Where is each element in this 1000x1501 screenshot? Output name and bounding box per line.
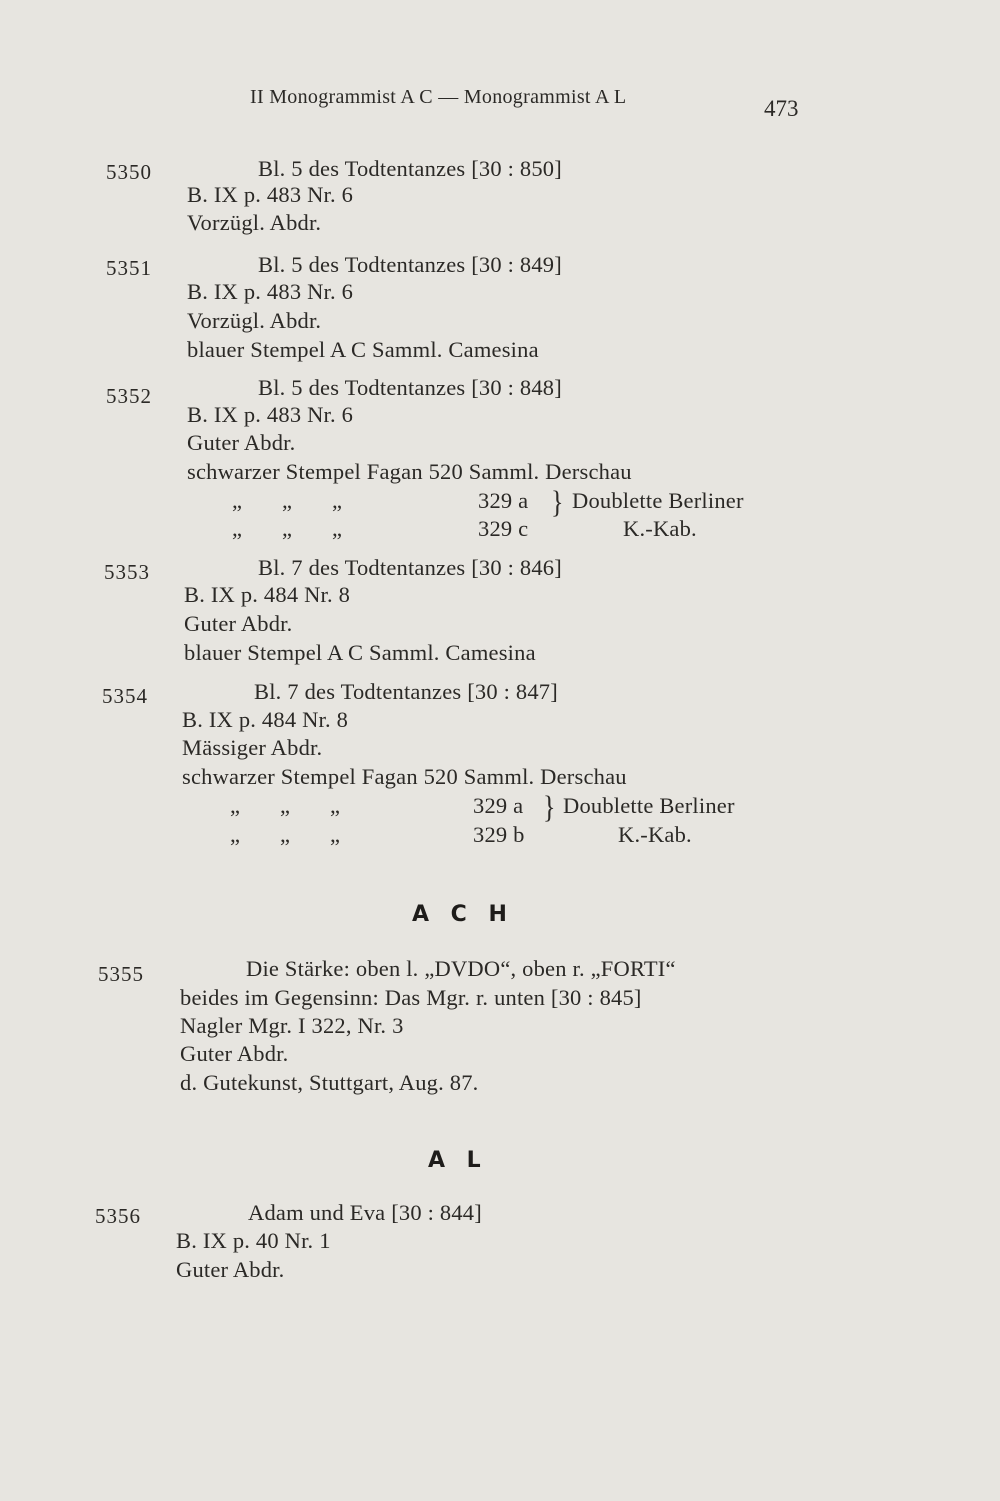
entry-line: B. IX p. 483 Nr. 6	[187, 279, 354, 304]
brace-icon: }	[551, 485, 564, 520]
entry-line: blauer Stempel A C Samml. Camesina	[184, 640, 536, 665]
entry-title: Adam und Eva [30 : 844]	[248, 1200, 482, 1225]
stamp-note: Doublette Berliner	[572, 488, 744, 513]
stamp-code: 329 c	[478, 516, 529, 541]
entry-line: B. IX p. 483 Nr. 6	[187, 402, 354, 427]
ditto-marks: „ „ „	[230, 822, 341, 847]
page-number: 473	[764, 96, 799, 121]
entry-number: 5352	[106, 384, 152, 408]
entry-number: 5354	[102, 684, 148, 708]
entry-line: d. Gutekunst, Stuttgart, Aug. 87.	[180, 1070, 479, 1095]
entry-line: Guter Abdr.	[180, 1041, 289, 1066]
entry-line: Mässiger Abdr.	[182, 735, 323, 760]
stamp-note: K.-Kab.	[618, 822, 692, 847]
entry-title: Bl. 7 des Todtentanzes [30 : 846]	[258, 555, 562, 580]
stamp-note: Doublette Berliner	[563, 793, 735, 818]
stamp-code: 329 a	[473, 793, 524, 818]
entry-title: Die Stärke: oben l. „DVDO“, oben r. „FORTI“	[246, 956, 676, 981]
entry-line: Nagler Mgr. I 322, Nr. 3	[180, 1013, 404, 1038]
brace-icon: }	[543, 790, 556, 825]
entry-line: B. IX p. 483 Nr. 6	[187, 182, 354, 207]
section-heading: A C H	[412, 902, 514, 927]
entry-number: 5355	[98, 962, 144, 986]
stamp-note: K.-Kab.	[623, 516, 697, 541]
stamp-code: 329 a	[478, 488, 529, 513]
entry-title: Bl. 7 des Todtentanzes [30 : 847]	[254, 679, 558, 704]
entry-line: Vorzügl. Abdr.	[187, 210, 322, 235]
ditto-marks: „ „ „	[232, 488, 343, 513]
entry-line: B. IX p. 484 Nr. 8	[182, 707, 349, 732]
entry-number: 5350	[106, 160, 152, 184]
entry-line: Guter Abdr.	[184, 611, 293, 636]
entry-line: B. IX p. 40 Nr. 1	[176, 1228, 331, 1253]
entry-title: Bl. 5 des Todtentanzes [30 : 849]	[258, 252, 562, 277]
entry-line: Vorzügl. Abdr.	[187, 308, 322, 333]
ditto-marks: „ „ „	[232, 516, 343, 541]
entry-line: Guter Abdr.	[187, 430, 296, 455]
running-title: II Monogrammist A C — Monogrammist A L	[250, 86, 627, 108]
entry-title: Bl. 5 des Todtentanzes [30 : 848]	[258, 375, 562, 400]
entry-line: B. IX p. 484 Nr. 8	[184, 582, 351, 607]
entry-line: blauer Stempel A C Samml. Camesina	[187, 337, 539, 362]
entry-title: Bl. 5 des Todtentanzes [30 : 850]	[258, 156, 562, 181]
entry-line: schwarzer Stempel Fagan 520 Samml. Derschau	[182, 764, 627, 789]
ditto-marks: „ „ „	[230, 793, 341, 818]
entry-number: 5351	[106, 256, 152, 280]
entry-number: 5353	[104, 560, 150, 584]
entry-line: schwarzer Stempel Fagan 520 Samml. Derschau	[187, 459, 632, 484]
entry-line: beides im Gegensinn: Das Mgr. r. unten [30 : 845]	[180, 985, 642, 1010]
entry-line: Guter Abdr.	[176, 1257, 285, 1282]
entry-number: 5356	[95, 1204, 141, 1228]
section-heading: A L	[428, 1148, 488, 1173]
stamp-code: 329 b	[473, 822, 525, 847]
